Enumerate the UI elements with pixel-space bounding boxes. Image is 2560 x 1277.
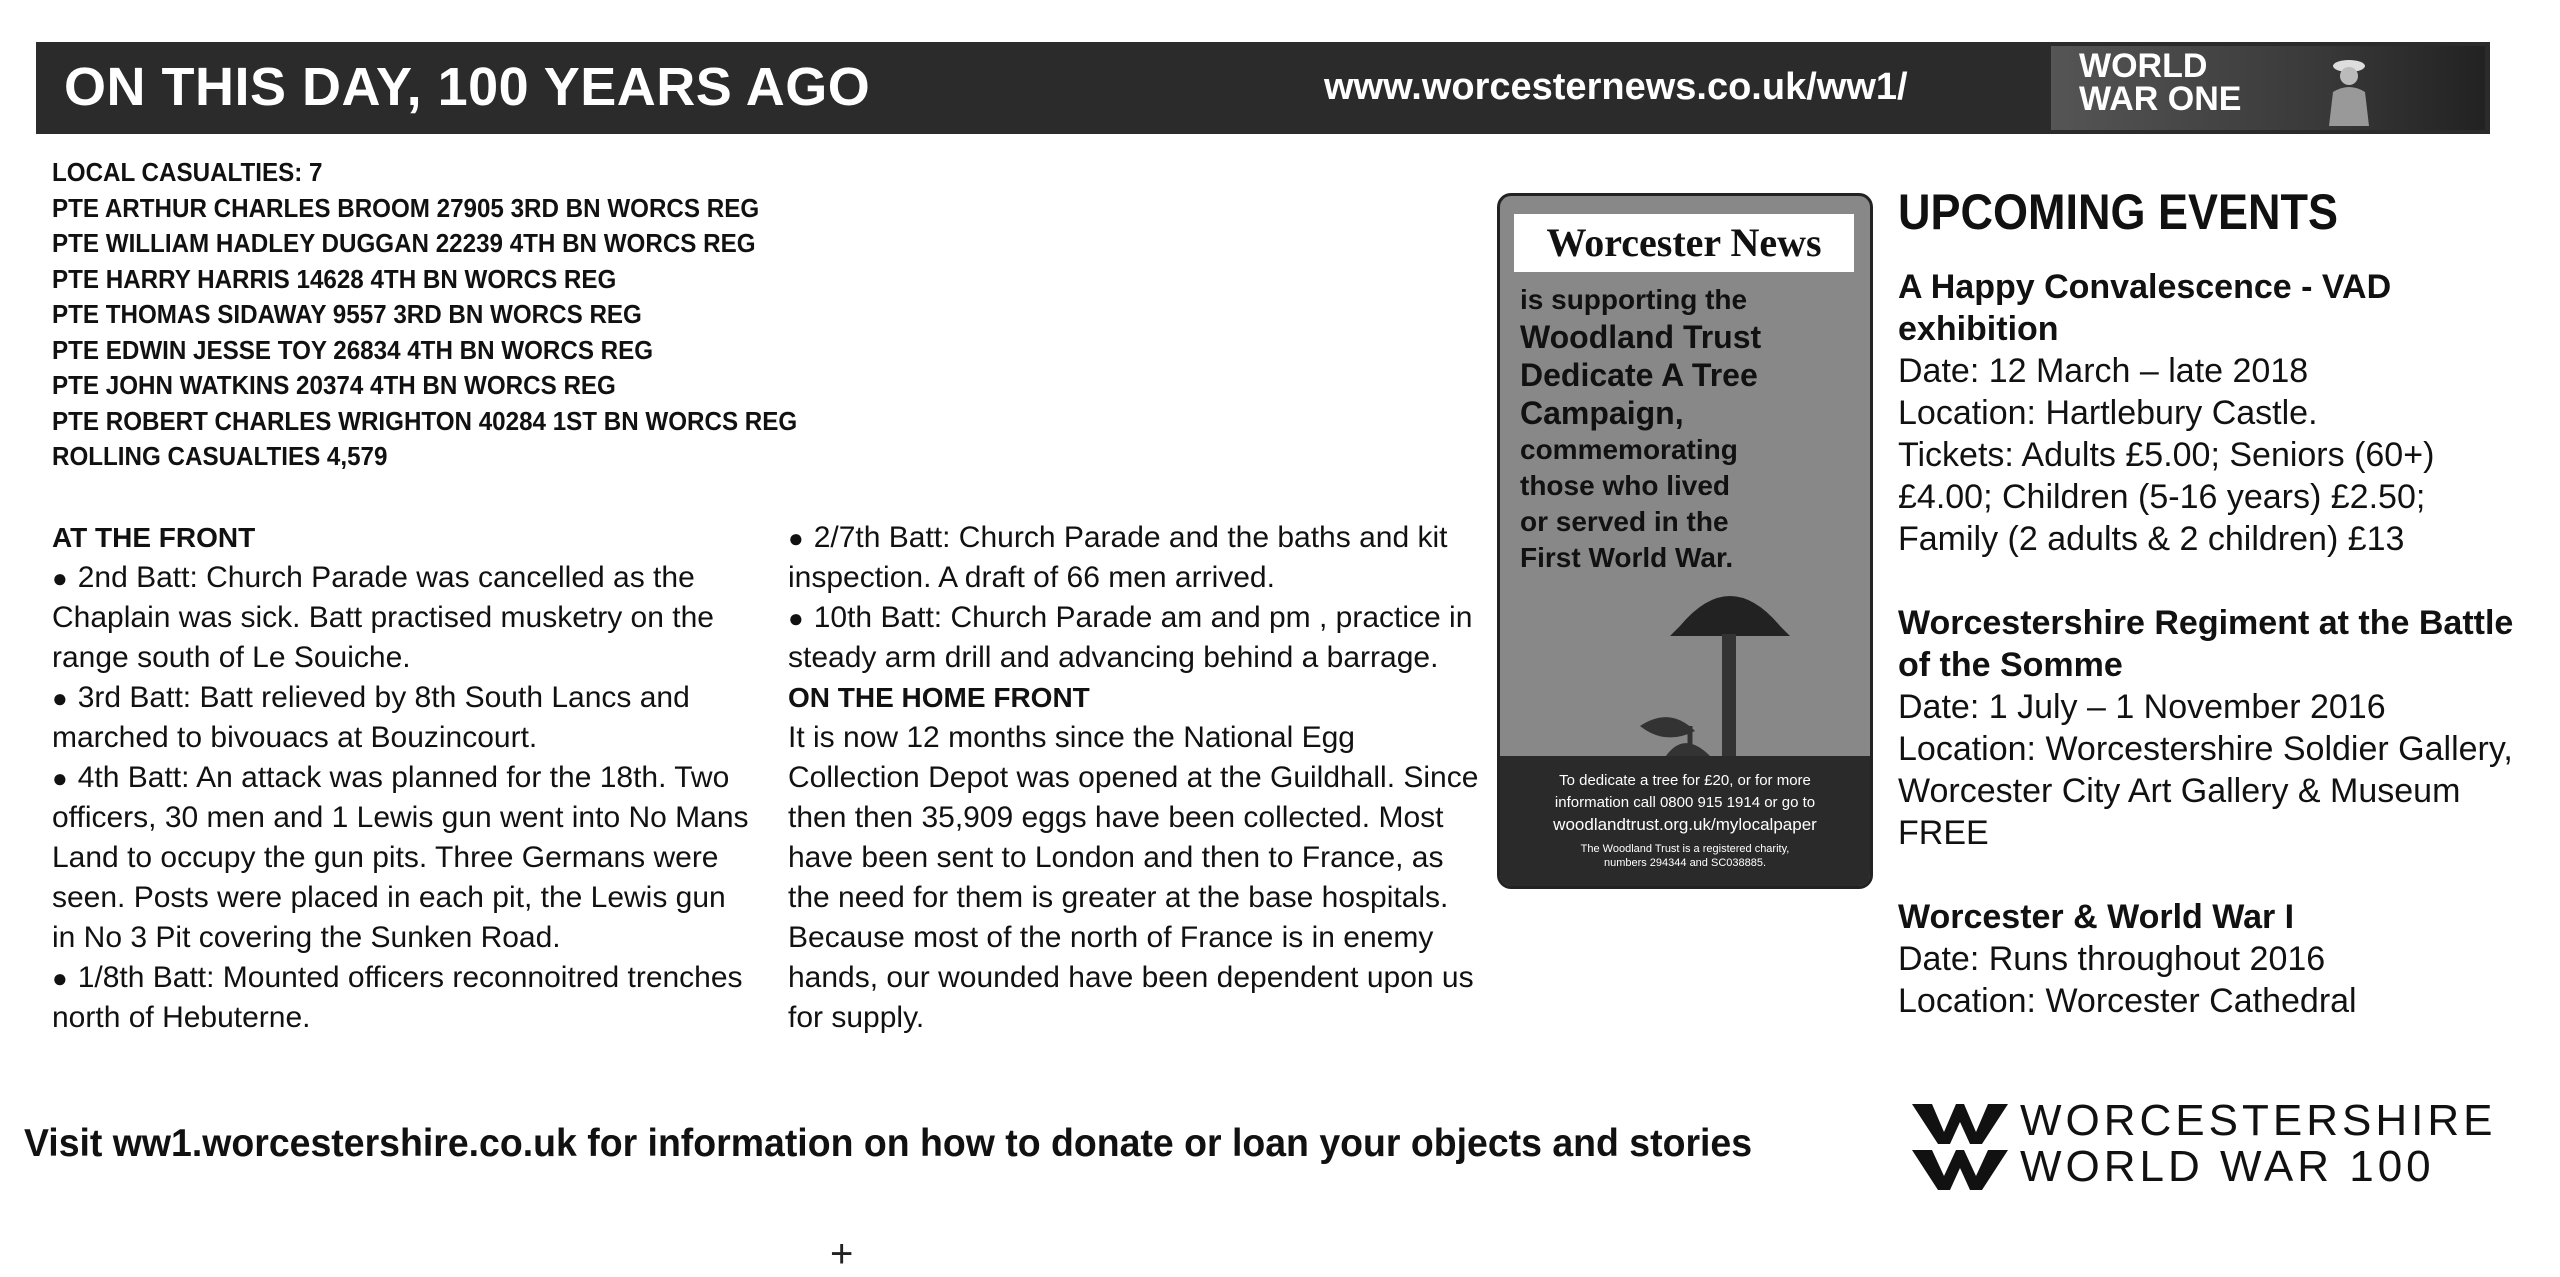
ad-foot-line: To dedicate a tree for £20, or for more bbox=[1559, 772, 1811, 789]
casualty-name: PTE ARTHUR CHARLES BROOM 27905 3RD BN WORCS REG bbox=[52, 192, 760, 223]
page-title: ON THIS DAY, 100 YEARS AGO bbox=[64, 57, 871, 117]
front-item: ● 4th Batt: An attack was planned for the 18th. Two officers, 30 men and 1 Lewis gun went into No Mans Land to occupy the gun pits. Three Germans were seen. Posts were placed in each pit, the Lewis gun in No 3 Pit covering the Sunken Road. bbox=[52, 758, 752, 958]
registration-mark: + bbox=[830, 1232, 854, 1276]
ad-line: Dedicate A Tree bbox=[1520, 357, 1758, 393]
casualty-name: PTE ROBERT CHARLES WRIGHTON 40284 1ST BN WORCS REG bbox=[52, 405, 798, 436]
logo-mark-icon bbox=[1912, 1104, 2008, 1190]
upcoming-events bbox=[1898, 180, 2518, 1064]
woodland-trust-advert bbox=[1497, 193, 1873, 889]
front-heading: AT THE FRONT bbox=[52, 522, 256, 553]
ad-line: or served in the bbox=[1520, 506, 1729, 537]
event-item bbox=[1898, 602, 2518, 854]
badge-line1: WORLD bbox=[2079, 47, 2208, 85]
badge-line2: WAR ONE bbox=[2079, 80, 2242, 118]
front-item: ● 10th Batt: Church Parade am and pm , practice in steady arm drill and advancing behind a barrage. bbox=[788, 598, 1488, 678]
world-war-one-badge bbox=[2051, 46, 2485, 130]
event-date: Date: 12 March – late 2018 bbox=[1898, 352, 2309, 390]
badge-text bbox=[2079, 47, 2242, 118]
events-heading: UPCOMING EVENTS bbox=[1898, 184, 2339, 240]
ad-footer bbox=[1500, 756, 1870, 886]
header-url[interactable]: www.worcesternews.co.uk/ww1/ bbox=[1324, 66, 1908, 108]
casualty-name: PTE WILLIAM HADLEY DUGGAN 22239 4TH BN WORCS REG bbox=[52, 228, 756, 258]
footer-cta: Visit ww1.worcestershire.co.uk for information on how to donate or loan your objects and stories bbox=[24, 1122, 1753, 1165]
logo-line2: WORLD WAR 100 bbox=[2020, 1142, 2435, 1191]
casualty-list bbox=[52, 155, 798, 475]
ad-masthead: Worcester News bbox=[1514, 214, 1854, 272]
logo-text bbox=[2020, 1098, 2496, 1190]
casualty-name: PTE EDWIN JESSE TOY 26834 4TH BN WORCS REG bbox=[52, 334, 654, 365]
ad-line: Campaign, bbox=[1520, 395, 1684, 431]
front-column-right bbox=[788, 518, 1488, 1038]
event-title: Worcestershire Regiment at the Battle of the Somme bbox=[1898, 604, 2514, 684]
ad-foot-url[interactable]: woodlandtrust.org.uk/mylocalpaper bbox=[1553, 815, 1817, 834]
local-casualties: LOCAL CASUALTIES: 7 bbox=[52, 157, 323, 187]
front-column-left bbox=[52, 518, 752, 1038]
home-front-heading: ON THE HOME FRONT bbox=[788, 682, 1090, 713]
event-date: Date: 1 July – 1 November 2016 bbox=[1898, 688, 2386, 726]
front-item: ● 2/7th Batt: Church Parade and the baths and kit inspection. A draft of 66 men arrived. bbox=[788, 518, 1488, 598]
event-location: Location: Worcester Cathedral bbox=[1898, 982, 2357, 1020]
front-item: ● 3rd Batt: Batt relieved by 8th South Lancs and marched to bivouacs at Bouzincourt. bbox=[52, 678, 752, 758]
header-banner bbox=[36, 42, 2490, 134]
logo-line1: WORCESTERSHIRE bbox=[2020, 1096, 2497, 1145]
event-location: Location: Worcestershire Soldier Gallery, Worcester City Art Gallery & Museum bbox=[1898, 730, 2513, 810]
rolling-casualties: ROLLING CASUALTIES 4,579 bbox=[52, 441, 388, 471]
casualty-name: PTE HARRY HARRIS 14628 4TH BN WORCS REG bbox=[52, 263, 617, 294]
event-extra: FREE bbox=[1898, 814, 1989, 852]
ad-foot-line: information call 0800 915 1914 or go to bbox=[1554, 794, 1816, 811]
front-item: ● 2nd Batt: Church Parade was cancelled as the Chaplain was sick. Batt practised musketry on the range south of Le Souiche. bbox=[52, 558, 752, 678]
casualty-name: PTE THOMAS SIDAWAY 9557 3RD BN WORCS REG bbox=[52, 299, 642, 329]
ad-line: First World War. bbox=[1520, 542, 1734, 573]
home-front-text: It is now 12 months since the National Egg Collection Depot was opened at the Guildhall. Since then then 35,909 eggs have been collected. Most have been sent to London and then to France, as the need for them is greater at the base hospitals. Because most of the north of France is in enemy hands, our wounded have been dependent upon us for supply. bbox=[788, 721, 1479, 1034]
event-extra: Tickets: Adults £5.00; Seniors (60+) £4.00; Children (5-16 years) £2.50; Family (2 adults & 2 children) £13 bbox=[1898, 436, 2435, 558]
event-title: A Happy Convalescence - VAD exhibition bbox=[1898, 268, 2392, 348]
event-item bbox=[1898, 266, 2518, 560]
soldier-icon bbox=[2319, 52, 2379, 126]
event-item bbox=[1898, 896, 2518, 1022]
ad-foot-small: numbers 294344 and SC038885. bbox=[1603, 857, 1767, 869]
ad-line: those who lived bbox=[1520, 470, 1731, 501]
event-date: Date: Runs throughout 2016 bbox=[1898, 940, 2326, 978]
event-location: Location: Hartlebury Castle. bbox=[1898, 394, 2318, 432]
ad-line: Woodland Trust bbox=[1520, 319, 1762, 355]
ad-line: commemorating bbox=[1520, 434, 1738, 465]
event-title: Worcester & World War I bbox=[1898, 898, 2295, 936]
front-item: ● 1/8th Batt: Mounted officers reconnoitred trenches north of Hebuterne. bbox=[52, 958, 752, 1038]
worcestershire-ww100-logo bbox=[1912, 1096, 2497, 1194]
ad-foot-small: The Woodland Trust is a registered charity, bbox=[1580, 843, 1790, 855]
ad-line: is supporting the bbox=[1520, 284, 1748, 315]
casualty-name: PTE JOHN WATKINS 20374 4TH BN WORCS REG bbox=[52, 370, 616, 400]
